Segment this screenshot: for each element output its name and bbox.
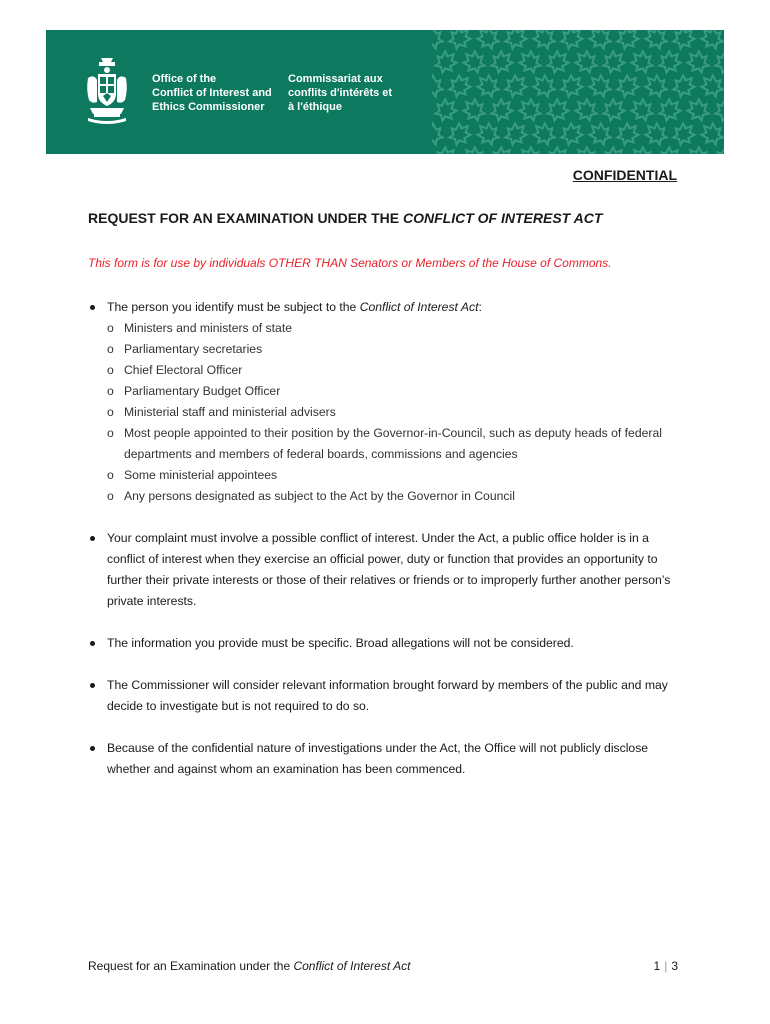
pattern-leaf [473, 30, 502, 52]
pattern-leaf [683, 95, 712, 124]
sub-list-item: o Ministers and ministers of state [107, 321, 292, 335]
pattern-leaf [529, 71, 558, 100]
sub-list-item: o Some ministerial appointees [107, 468, 278, 482]
pattern-leaf [641, 30, 670, 52]
pattern-leaf [697, 119, 724, 148]
pattern-leaf [459, 95, 488, 124]
pattern-leaf [600, 95, 629, 124]
pattern-leaf [459, 47, 488, 76]
bullet-item: Your complaint must involve a possible conflict of interest. Under the Act, a public office holder is in a conflict of interest when they exercise an official power, duty or function that provides an opportunity to further their private interests or those of their relatives or friends or to improperly further another person’s private interests. [88, 528, 688, 612]
bullet-item: The person you identify must be subject to the Conflict of Interest Act: o Ministers and ministers of state o Parliamentary secretaries o Chief Electoral Officer o Parliamentary Budget Officer o Ministerial staff and ministerial advisers o Most people appointed to their position by the Governor-in-Council, such as deputy heads of federal departments and members of federal boards, commissions and agencies o Some ministerial appointees o Any persons designated as subject to the Act by the Governor in Council [88, 297, 688, 507]
pattern-leaf [473, 71, 502, 100]
pattern-leaf [446, 71, 475, 100]
sub-list-item: o Ministerial staff and ministerial advisers [107, 405, 336, 419]
pattern-leaf [600, 47, 629, 76]
pattern-leaf [515, 47, 544, 76]
pattern-leaf [459, 143, 488, 154]
pattern-leaf [571, 95, 600, 124]
pattern-leaf [558, 30, 587, 52]
pattern-leaf [571, 143, 600, 154]
sub-list-item: o Chief Electoral Officer [107, 363, 243, 377]
bullet-icon [90, 746, 95, 751]
document-title: REQUEST FOR AN EXAMINATION UNDER THE CONFLICT OF INTEREST ACT [88, 210, 603, 226]
pattern-leaf [432, 71, 446, 100]
requirements-list [88, 297, 688, 780]
pattern-leaf [571, 47, 600, 76]
pattern-leaf [558, 119, 587, 148]
bullet-icon [90, 305, 95, 310]
sub-list-item: o Parliamentary secretaries [107, 342, 263, 356]
org-name-english: Office of the Conflict of Interest and Ethics Commissioner [152, 73, 272, 113]
bullet-icon [90, 536, 95, 541]
pattern-leaf [614, 30, 643, 52]
pattern-leaf [432, 47, 461, 76]
pattern-leaf [488, 95, 517, 124]
pattern-leaf [712, 143, 724, 154]
pattern-leaf [627, 143, 656, 154]
pattern-leaf [627, 95, 656, 124]
coat-of-arms-icon [84, 56, 130, 124]
pattern-leaf [502, 119, 531, 148]
sub-list [107, 318, 688, 507]
pattern-leaf [488, 47, 517, 76]
pattern-leaf [432, 30, 446, 52]
pattern-leaf [670, 30, 699, 52]
pattern-leaf [712, 47, 724, 76]
eligibility-notice: This form is for use by individuals OTHER THAN Senators or Members of the House of Commons. [88, 256, 612, 270]
pattern-leaf [683, 143, 712, 154]
pattern-leaf [515, 143, 544, 154]
pattern-leaf [585, 30, 614, 52]
bullet-item: The Commissioner will consider relevant information brought forward by members of the public and may decide to investigate but is not required to do so. [88, 675, 688, 717]
bullet-item: Because of the confidential nature of investigations under the Act, the Office will not publicly disclose whether and against whom an examination has been commenced. [88, 738, 688, 780]
footer-title: Request for an Examination under the Conflict of Interest Act [88, 959, 411, 973]
confidential-label: CONFIDENTIAL [572, 167, 677, 183]
pattern-leaf [585, 119, 614, 148]
pattern-leaf [656, 95, 685, 124]
pattern-leaf [529, 30, 558, 52]
header-banner [46, 30, 724, 154]
pattern-leaf [670, 71, 699, 100]
sub-list-item: o Most people appointed to their position by the Governor-in-Council, such as deputy heads of federal departments and members of federal boards, commissions and agencies [107, 426, 662, 461]
bullet-icon [90, 683, 95, 688]
pattern-leaf [641, 71, 670, 100]
pattern-leaf [697, 71, 724, 100]
pattern-leaf [670, 119, 699, 148]
pattern-leaf [558, 71, 587, 100]
pattern-leaf [544, 47, 573, 76]
pattern-leaf [697, 30, 724, 52]
pattern-leaf [529, 119, 558, 148]
bullet-item: The information you provide must be specific. Broad allegations will not be considered. [88, 633, 688, 654]
pattern-leaf [502, 30, 531, 52]
pattern-leaf [712, 95, 724, 124]
maple-leaf-pattern [432, 30, 724, 154]
pattern-leaf [473, 119, 502, 148]
pattern-leaf [446, 30, 475, 52]
pattern-leaf [641, 119, 670, 148]
bullet-icon [90, 641, 95, 646]
pattern-leaf [446, 119, 475, 148]
pattern-leaf [614, 119, 643, 148]
pattern-leaf [544, 95, 573, 124]
pattern-leaf [627, 47, 656, 76]
pattern-leaf [683, 47, 712, 76]
pattern-leaf [656, 47, 685, 76]
page-number: 1 | 3 [653, 959, 678, 973]
org-name-french: Commissariat aux conflits d'intérêts et à l'éthique [288, 73, 393, 113]
pattern-leaf [614, 71, 643, 100]
sub-list-item: o Parliamentary Budget Officer [107, 384, 281, 398]
pattern-leaf [585, 71, 614, 100]
sub-list-item: o Any persons designated as subject to the Act by the Governor in Council [107, 489, 515, 503]
pattern-leaf [502, 71, 531, 100]
pattern-leaf [432, 95, 461, 124]
pattern-leaf [432, 119, 446, 148]
pattern-leaf [515, 95, 544, 124]
